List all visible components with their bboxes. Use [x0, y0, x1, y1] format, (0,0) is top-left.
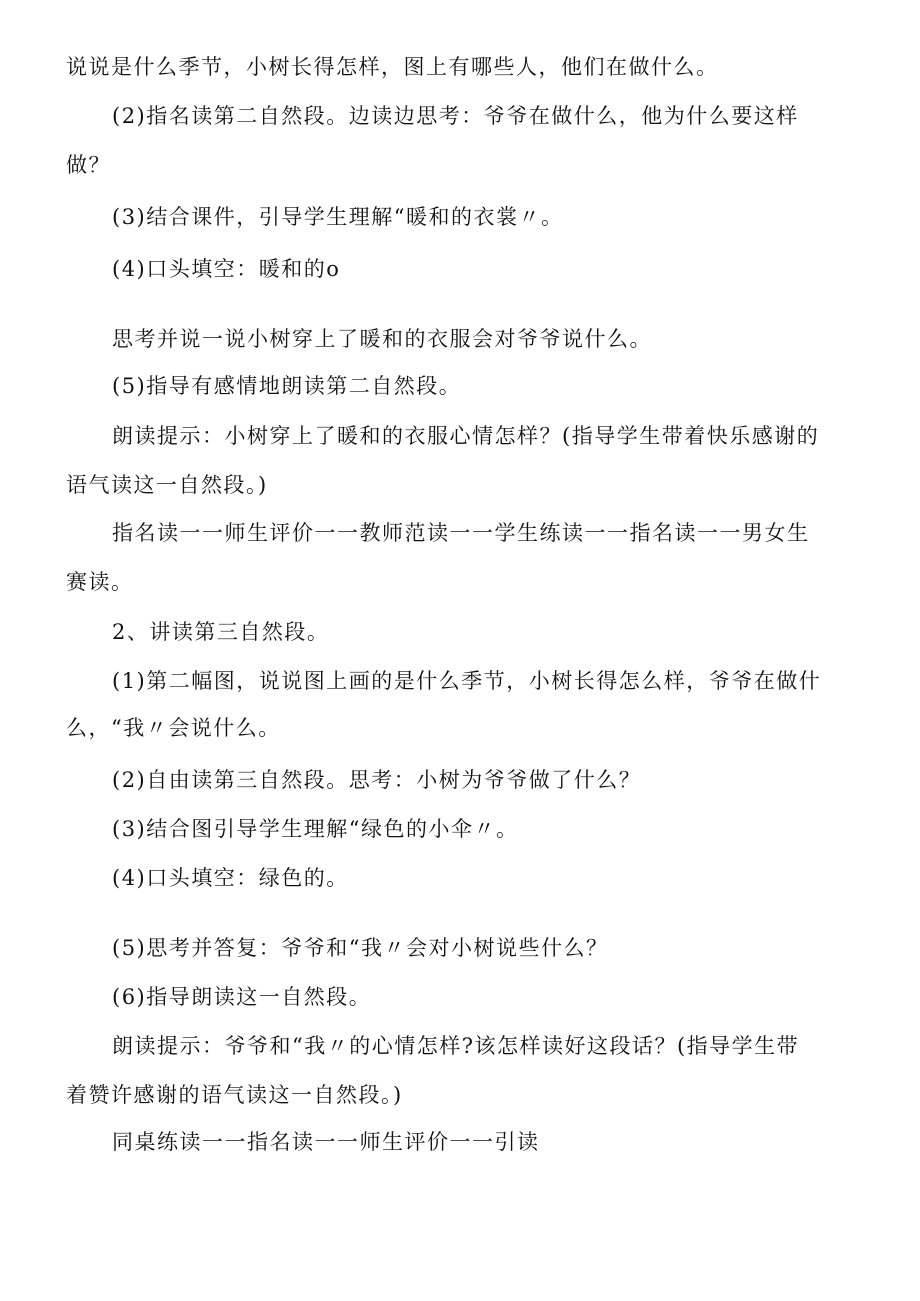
section-heading: 2、讲读第三自然段。: [112, 620, 330, 644]
paragraph-line: 着赞许感谢的语气读这一自然段。): [66, 1083, 403, 1107]
paragraph-line: (2)指名读第二自然段。边读边思考：爷爷在做什么，他为什么要这样: [112, 104, 799, 128]
paragraph-line: 思考并说一说小树穿上了暖和的衣服会对爷爷说什么。: [112, 327, 652, 351]
paragraph-line: (5)思考并答复：爷爷和“我〃会对小树说些什么？: [112, 936, 609, 960]
paragraph-line: (4)口头填空：绿色的。: [112, 866, 349, 890]
paragraph-line: (1)第二幅图，说说图上画的是什么季节，小树长得怎么样，爷爷在做什: [112, 669, 822, 693]
paragraph-line: 做？: [66, 153, 111, 177]
paragraph-line: (3)结合课件，引导学生理解“暖和的衣裳〃。: [112, 205, 564, 229]
paragraph-line: 朗读提示：小树穿上了暖和的衣服心情怎样？(指导学生带着快乐感谢的: [112, 424, 820, 448]
paragraph-line: 同桌练读一一指名读一一师生评价一一引读: [112, 1130, 540, 1154]
paragraph-line: (2)自由读第三自然段。思考：小树为爷爷做了什么？: [112, 768, 642, 792]
paragraph-line: 么，“我〃会说什么。: [66, 716, 281, 740]
paragraph-line: 说说是什么季节，小树长得怎样，图上有哪些人，他们在做什么。: [66, 55, 719, 79]
paragraph-line: 朗读提示：爷爷和“我〃的心情怎样?该怎样读好这段话？(指导学生带: [112, 1034, 800, 1058]
paragraph-line: 指名读一一师生评价一一教师范读一一学生练读一一指名读一一男女生: [112, 521, 810, 545]
paragraph-line: (6)指导朗读这一自然段。: [112, 985, 372, 1009]
paragraph-line: (3)结合图引导学生理解“绿色的小伞〃。: [112, 817, 519, 841]
paragraph-line: 语气读这一自然段。): [66, 473, 268, 497]
paragraph-line: (4)口头填空：暖和的o: [112, 257, 341, 281]
paragraph-line: 赛读。: [66, 570, 134, 594]
paragraph-line: (5)指导有感情地朗读第二自然段。: [112, 374, 462, 398]
